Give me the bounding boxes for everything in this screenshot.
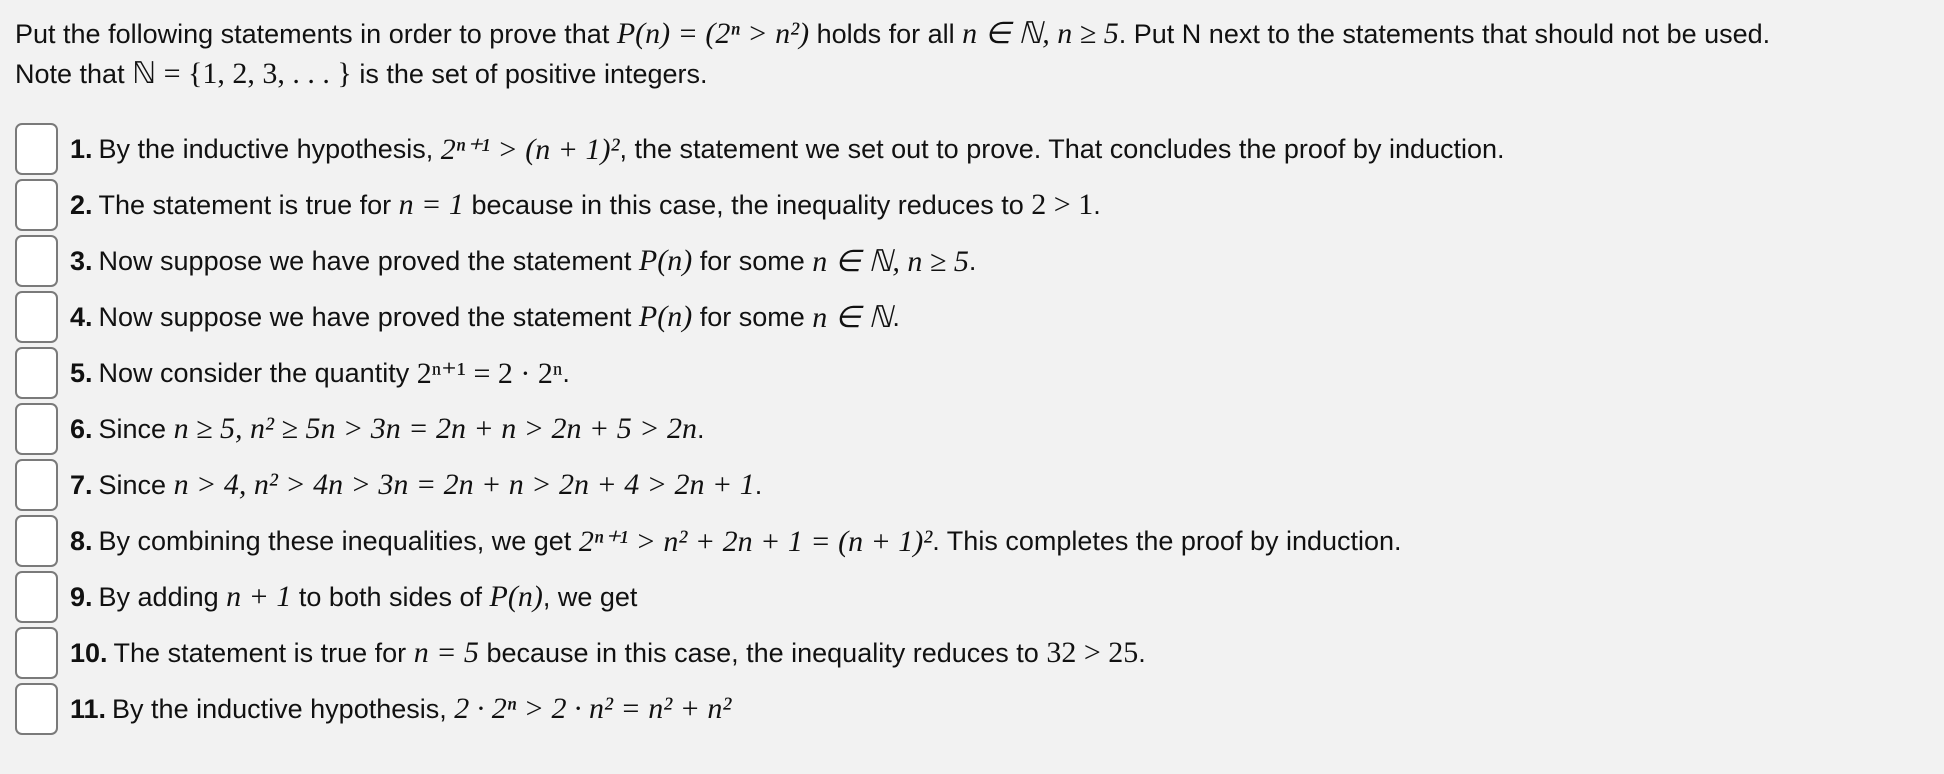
statement-part: By adding (98, 581, 219, 612)
statement-math: n ∈ ℕ, n ≥ 5 (812, 244, 969, 278)
statement-row (15, 233, 1930, 289)
statement-number: 8. (70, 525, 93, 556)
statement-number: 1. (70, 133, 93, 164)
statement-row (15, 177, 1930, 233)
statement-row (15, 457, 1930, 513)
statement-row (15, 681, 1930, 737)
statement-part: Now consider the quantity (98, 357, 410, 388)
prompt-math: ℕ = {1, 2, 3, . . . } (132, 57, 352, 90)
statement-number: 10. (70, 637, 108, 668)
statement-number: 11. (70, 693, 107, 724)
order-input[interactable] (15, 627, 58, 679)
statement-math: P(n) (638, 244, 693, 277)
statement-part: . This completes the proof by induction. (932, 525, 1402, 556)
prompt-text: is the set of positive integers. (351, 59, 708, 89)
statement-number: 7. (70, 469, 93, 500)
statement-number: 3. (70, 245, 93, 276)
statement-text (70, 289, 900, 345)
order-input[interactable] (15, 683, 58, 735)
statement-part: . (562, 357, 570, 388)
prompt-math: n ∈ ℕ, n ≥ 5 (962, 17, 1119, 50)
statement-math: 32 > 25 (1046, 636, 1139, 669)
statement-part: for some (699, 301, 805, 332)
statement-part: . (892, 301, 900, 332)
statement-part: By the inductive hypothesis, (98, 133, 434, 164)
statement-row (15, 513, 1930, 569)
statement-text (70, 121, 1505, 177)
statement-math: 2ⁿ⁺¹ > (n + 1)² (440, 132, 620, 166)
statement-part: Now suppose we have proved the statement (98, 301, 632, 332)
statement-part: By combining these inequalities, we get (98, 525, 572, 556)
prompt-text: Put the following statements in order to prove that (15, 19, 617, 49)
statement-list (15, 121, 1930, 737)
statement-math: 2ⁿ⁺¹ = 2 · 2ⁿ (416, 356, 563, 390)
statement-part: . (1138, 637, 1146, 668)
prompt-math: P(n) = (2ⁿ > n²) (616, 17, 810, 50)
statement-math: n = 1 (398, 188, 464, 221)
statement-math: n = 5 (413, 636, 479, 669)
statement-text (70, 681, 731, 737)
statement-row (15, 401, 1930, 457)
statement-part: , we get (542, 581, 638, 612)
statement-part: , the statement we set out to prove. That concludes the proof by induction. (619, 133, 1505, 164)
statement-part: The statement is true for (113, 637, 407, 668)
statement-part: Since (98, 413, 167, 444)
statement-part: Now suppose we have proved the statement (98, 245, 632, 276)
statement-part: . (1093, 189, 1101, 220)
order-input[interactable] (15, 571, 58, 623)
statement-part: The statement is true for (98, 189, 392, 220)
order-input[interactable] (15, 235, 58, 287)
prompt-text: holds for all (809, 19, 963, 49)
statement-math: n ∈ ℕ (812, 300, 893, 334)
statement-part: for some (699, 245, 805, 276)
prompt-text: Note that (15, 59, 133, 89)
order-input[interactable] (15, 459, 58, 511)
statement-text (70, 569, 637, 625)
statement-math: 2ⁿ⁺¹ > n² + 2n + 1 = (n + 1)² (578, 524, 933, 558)
question-prompt (15, 14, 1930, 94)
order-input[interactable] (15, 291, 58, 343)
statement-row (15, 289, 1930, 345)
statement-text (70, 625, 1146, 681)
statement-math: n + 1 (226, 580, 292, 613)
order-input[interactable] (15, 515, 58, 567)
order-input[interactable] (15, 403, 58, 455)
statement-text (70, 233, 976, 289)
statement-number: 4. (70, 301, 93, 332)
statement-math: 2 > 1 (1031, 188, 1094, 221)
prompt-text: . Put N next to the statements that should not be used. (1118, 19, 1771, 49)
statement-part: . (968, 245, 977, 276)
statement-part: By the inductive hypothesis, (112, 693, 447, 724)
statement-number: 2. (70, 189, 93, 220)
statement-number: 5. (70, 357, 93, 388)
statement-text (70, 457, 762, 513)
statement-number: 9. (70, 581, 93, 612)
statement-math: 2 · 2ⁿ > 2 · n² = n² + n² (454, 692, 732, 725)
statement-part: . (754, 469, 763, 500)
statement-text (70, 401, 705, 457)
order-input[interactable] (15, 347, 58, 399)
order-input[interactable] (15, 179, 58, 231)
statement-math: P(n) (489, 580, 543, 613)
statement-row (15, 345, 1930, 401)
statement-part: because in this case, the inequality reduces to (486, 637, 1039, 668)
statement-text (70, 345, 570, 401)
statement-row (15, 625, 1930, 681)
statement-text (70, 177, 1101, 233)
statement-row (15, 121, 1930, 177)
statement-number: 6. (70, 413, 93, 444)
statement-part: . (696, 413, 705, 444)
statement-row (15, 569, 1930, 625)
statement-part: because in this case, the inequality reduces to (471, 189, 1024, 220)
statement-math: n ≥ 5, n² ≥ 5n > 3n = 2n + n > 2n + 5 > 2n (173, 412, 697, 445)
statement-math: P(n) (638, 300, 693, 333)
statement-part: to both sides of (298, 581, 483, 612)
statement-part: Since (98, 469, 167, 500)
statement-text (70, 513, 1402, 569)
statement-math: n > 4, n² > 4n > 3n = 2n + n > 2n + 4 > 2n + 1 (173, 468, 755, 501)
order-input[interactable] (15, 123, 58, 175)
